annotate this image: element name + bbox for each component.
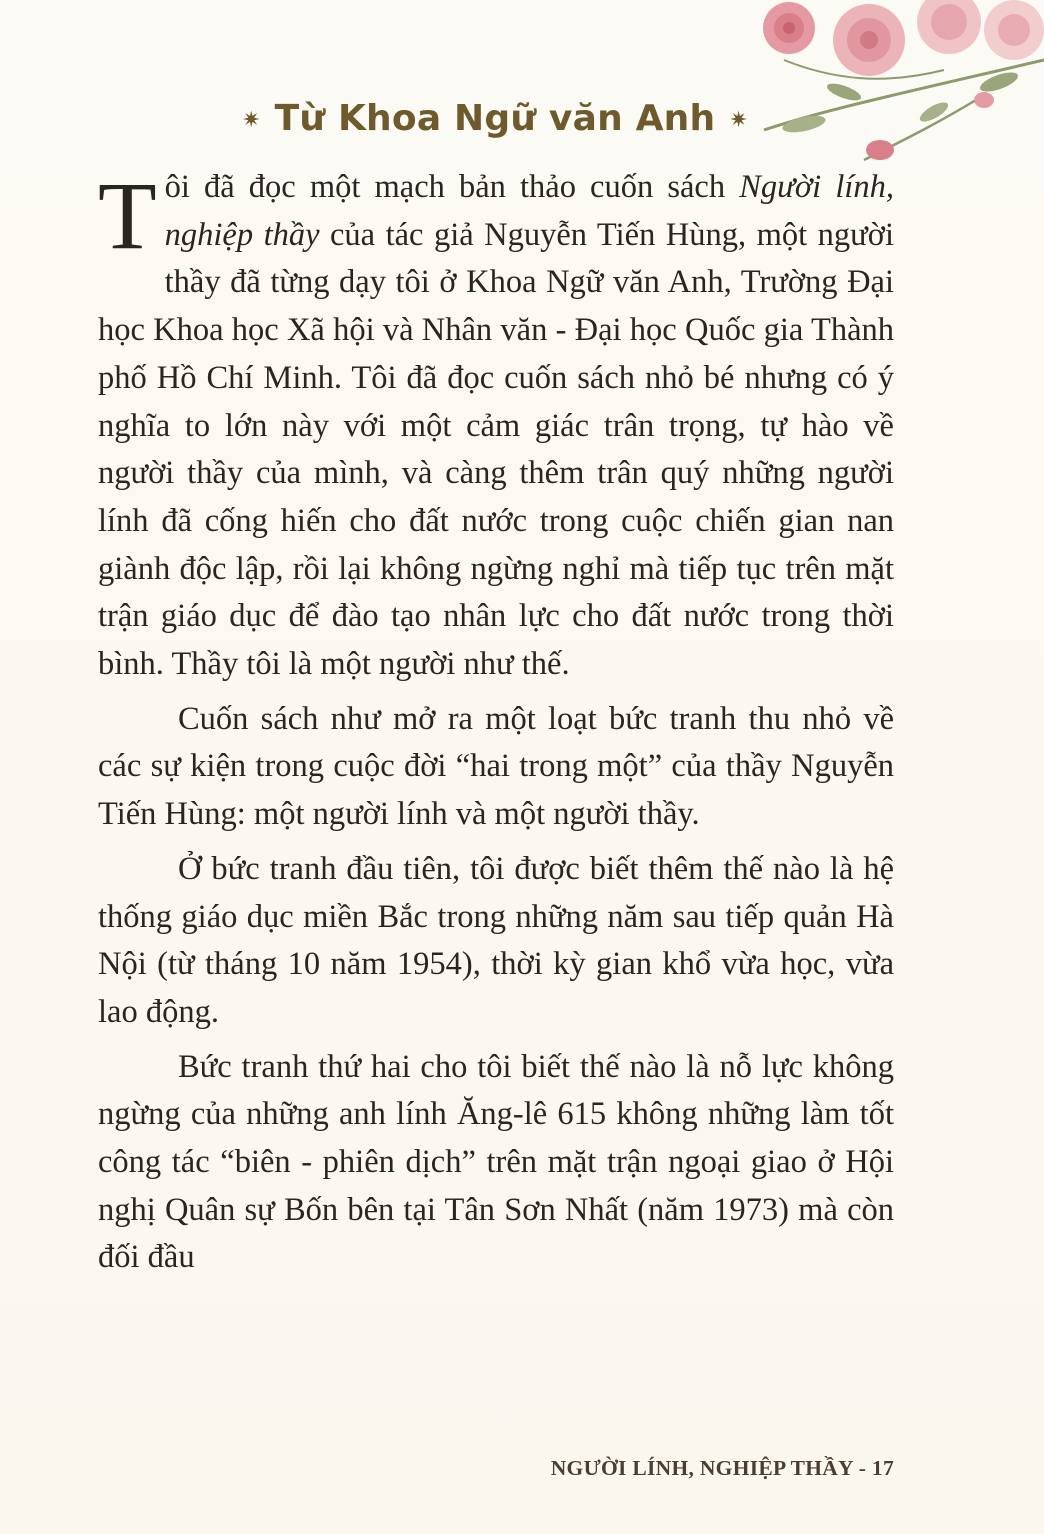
paragraph-3: Ở bức tranh đầu tiên, tôi được biết thêm thế nào là hệ thống giáo dục miền Bắc trong những năm sau tiếp quản Hà Nội (từ tháng 10 năm 1954), thời kỳ gian khổ vừa học, vừa lao động. [98,850,894,1030]
rose-flowers-illustration [744,0,1044,175]
section-heading [0,98,990,139]
paragraph-1-text-b: của tác giả Nguyễn Tiến Hùng, một người thầy đã từng dạy tôi ở Khoa Ngữ văn Anh, Trường Đại học Khoa học Xã hội và Nhân văn - Đại học Quốc gia Thành phố Hồ Chí Minh. Tôi đã đọc cuốn sách nhỏ bé nhưng có ý nghĩa to lớn này với một cảm giác trân trọng, tự hào về người thầy của mình, và càng thêm trân quý những người lính đã cống hiến cho đất nước trong cuộc chiến gian nan giành độc lập, rồi lại không ngừng nghỉ mà tiếp tục trên mặt trận giáo dục để đào tạo nhân lực cho đất nước trong thời bình. Thầy tôi là một người như thế. [98,216,894,683]
article-body [98,164,894,1289]
paragraph-1-text-a: ôi đã đọc một mạch bản thảo cuốn sách [164,169,740,205]
section-title: Từ Khoa Ngữ văn Anh [274,98,716,139]
asterisk-star-icon: ✷ [242,107,261,133]
book-title: Người lính, nghiệp thầy [164,169,895,253]
running-footer: NGƯỜI LÍNH, NGHIỆP THẦY - 17 [550,1456,894,1480]
paragraph-2: Cuốn sách như mở ra một loạt bức tranh thu nhỏ về các sự kiện trong cuộc đời “hai trong một” của thầy Nguyễn Tiến Hùng: một người lính và một người thầy. [98,700,894,833]
asterisk-star-icon: ✷ [729,107,748,133]
paragraph-4: Bức tranh thứ hai cho tôi biết thế nào là nỗ lực không ngừng của những anh lính Ăng-lê 615 không những làm tốt công tác “biên - phiên dịch” trên mặt trận ngoại giao ở Hội nghị Quân sự Bốn bên tại Tân Sơn Nhất (năm 1973) mà còn đối đầu [98,1048,894,1276]
drop-cap: T [98,162,157,269]
paragraph-1 [98,164,894,689]
